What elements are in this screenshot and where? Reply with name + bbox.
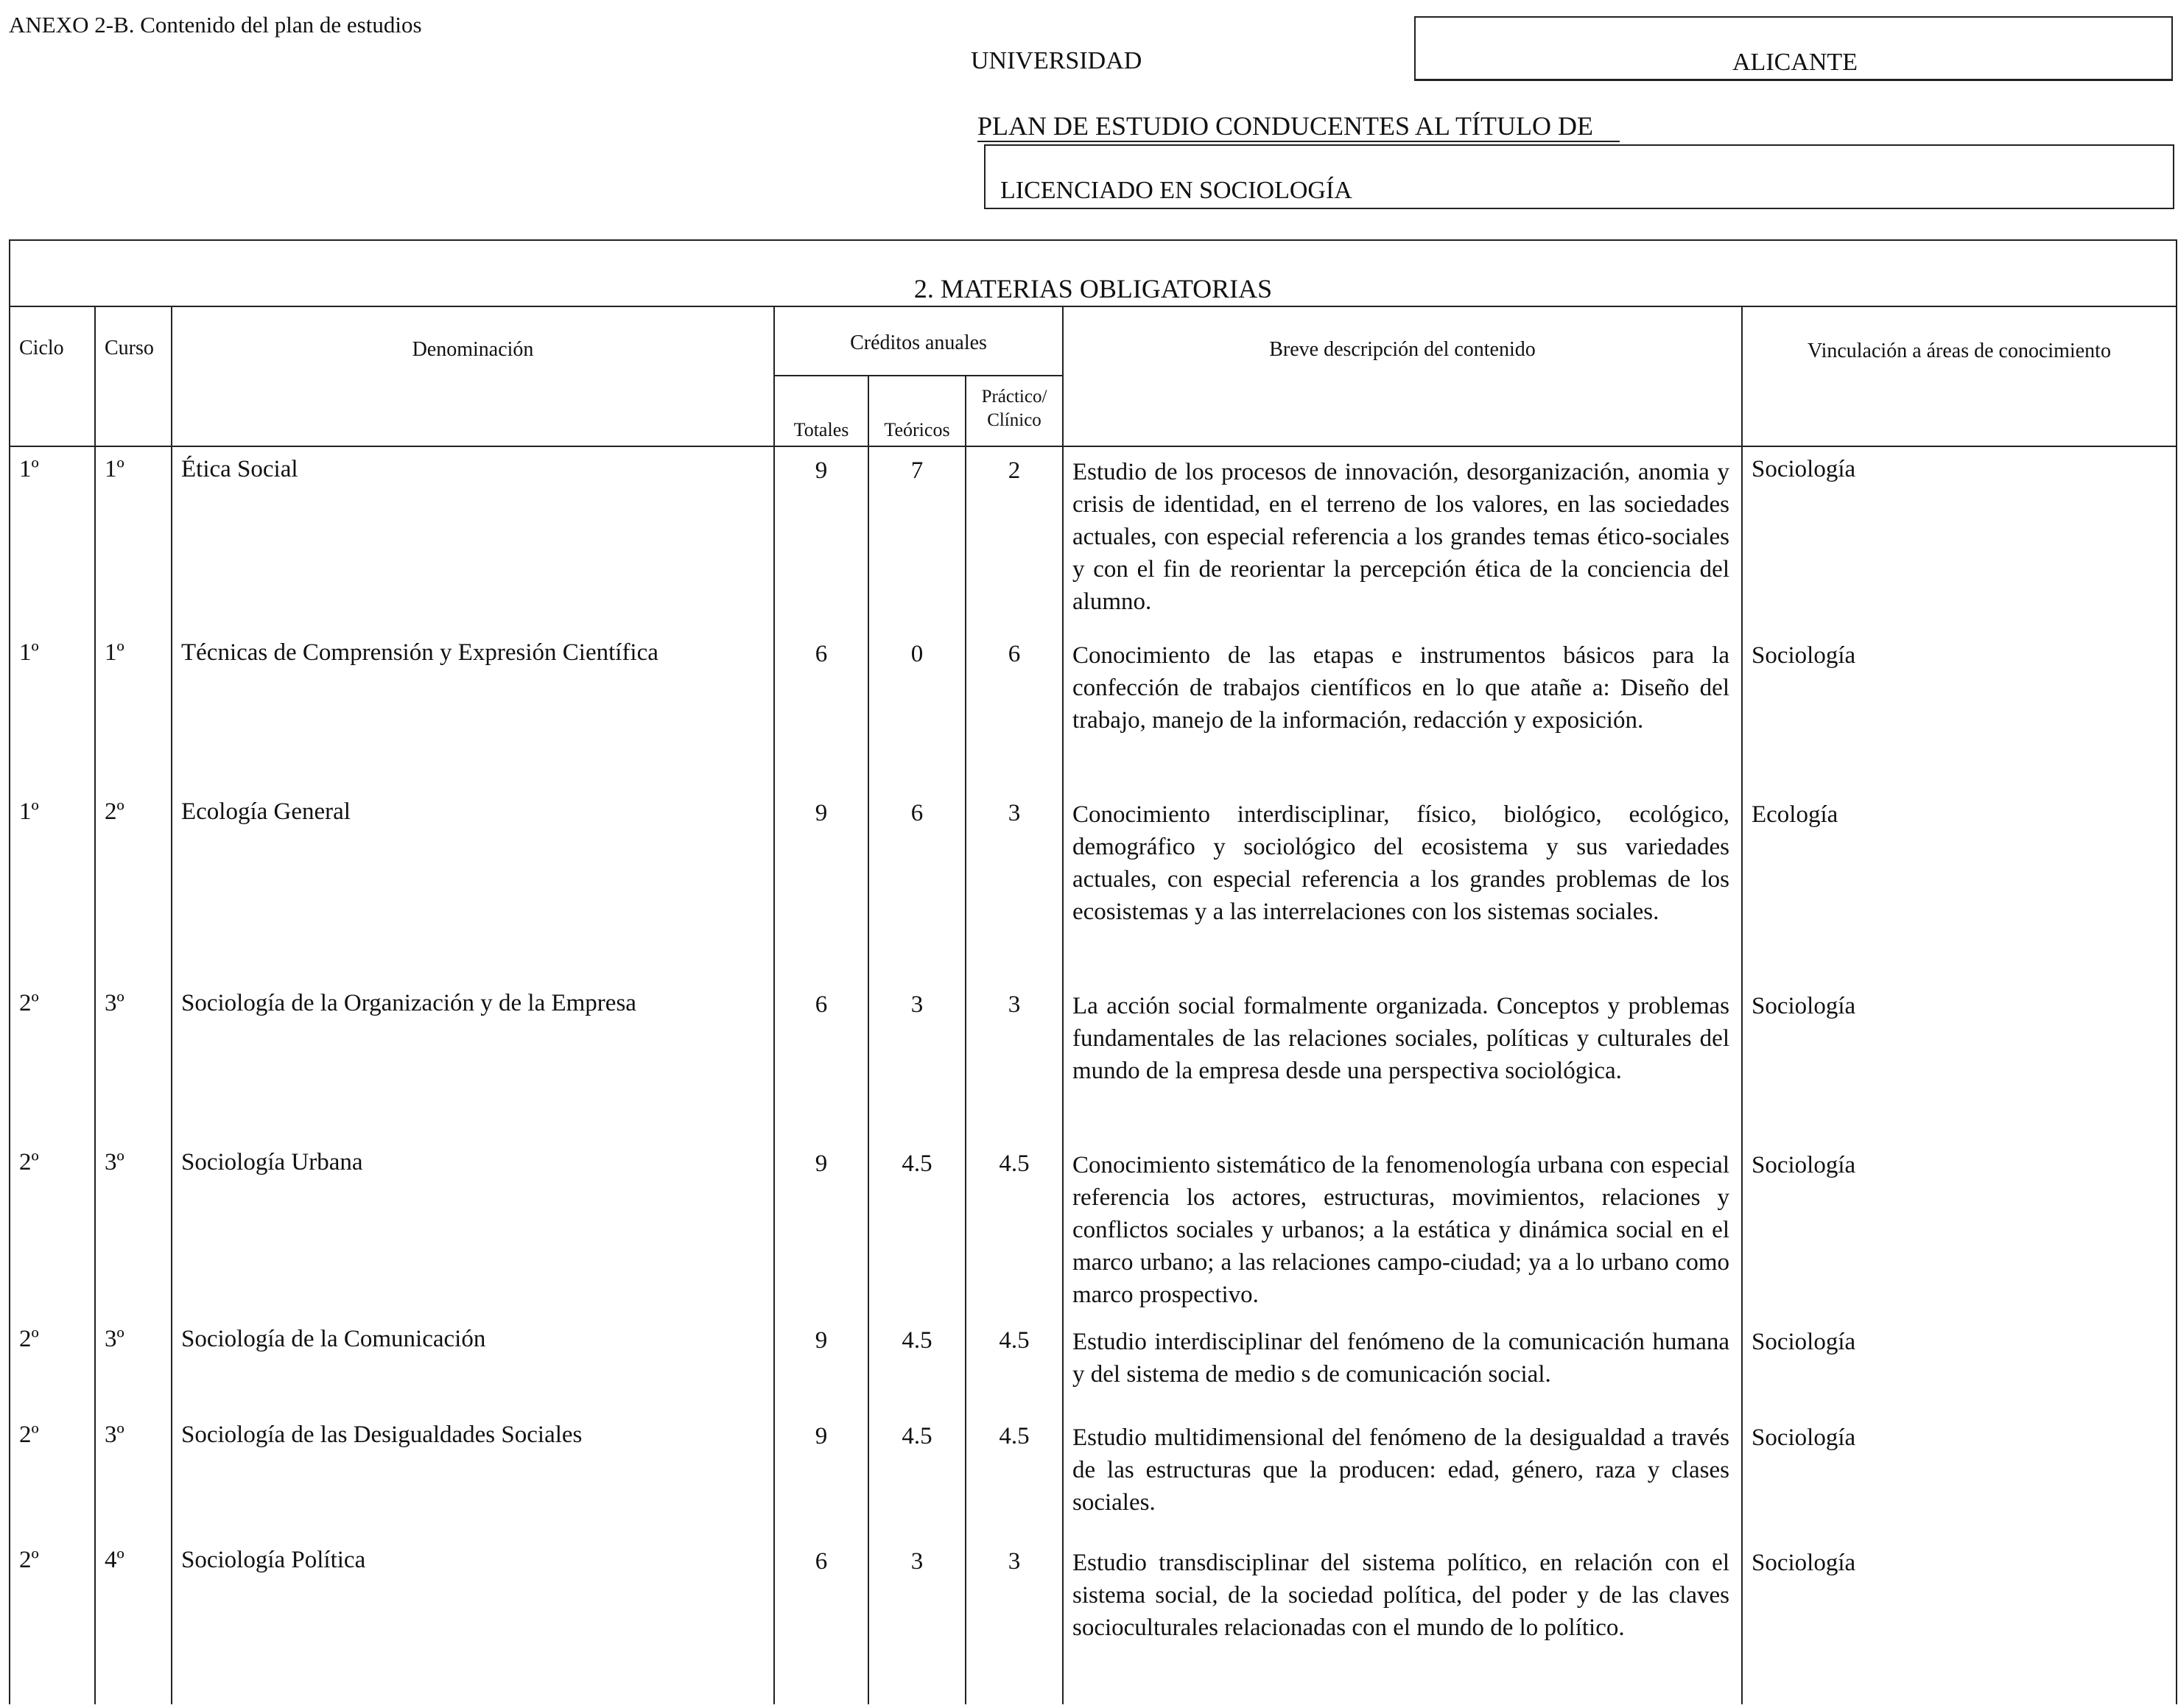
col-denominacion: Denominación xyxy=(172,306,774,446)
cell-descripcion: La acción social formalmente organizada. Conceptos y problemas fundamentales de las relaciones sociales, políticas y culturales del mundo de la empresa desde una perspectiva sociológica. xyxy=(1063,988,1742,1148)
cell-descripcion: Estudio de los procesos de innovación, desorganización, anomia y crisis de identidad, en el terreno de los valores, en las sociedades actuales, con especial referencia a los grandes temas ético-sociales y con el fin de reorientar la percepción ética de la conciencia del alumno. xyxy=(1063,446,1742,638)
cell-teoricos: 4.5 xyxy=(868,1420,966,1545)
table-row xyxy=(10,1148,2177,1324)
table-row xyxy=(10,797,2177,988)
table-row xyxy=(10,1324,2177,1420)
cell-totales: 9 xyxy=(774,797,868,988)
cell-teoricos: 7 xyxy=(868,446,966,638)
col-practico: Práctico/ Clínico xyxy=(966,376,1063,446)
col-ciclo: Ciclo xyxy=(10,306,95,446)
cell-practico: 3 xyxy=(966,797,1063,988)
col-descripcion: Breve descripción del contenido xyxy=(1063,306,1742,446)
cell-totales: 9 xyxy=(774,1324,868,1420)
cell-area: Sociología xyxy=(1742,988,2177,1148)
col-vinculacion: Vinculación a áreas de conocimiento xyxy=(1742,306,2177,446)
cell-denominacion: Sociología de la Organización y de la Empresa xyxy=(172,988,774,1148)
cell-practico: 3 xyxy=(966,988,1063,1148)
table-row xyxy=(10,638,2177,797)
cell-ciclo: 2º xyxy=(10,1420,95,1545)
cell-ciclo: 2º xyxy=(10,1148,95,1324)
col-curso: Curso xyxy=(95,306,172,446)
cell-curso: 1º xyxy=(95,446,172,638)
cell-descripcion: Estudio multidimensional del fenómeno de la desigualdad a través de las estructuras que la producen: edad, género, raza y clases sociales. xyxy=(1063,1420,1742,1545)
cell-descripcion: Conocimiento sistemático de la fenomenología urbana con especial referencia los actores, estructuras, movimientos, relaciones y conflictos sociales y urbanos; a la estática y dinámica social en el marco urbano; a las relaciones campo-ciudad; ya a lo urbano como marco prospectivo. xyxy=(1063,1148,1742,1324)
cell-curso: 2º xyxy=(95,797,172,988)
cell-ciclo: 1º xyxy=(10,638,95,797)
cell-totales: 9 xyxy=(774,446,868,638)
cell-denominacion: Ética Social xyxy=(172,446,774,638)
cell-area: Sociología xyxy=(1742,446,2177,638)
cell-area: Sociología xyxy=(1742,1545,2177,1704)
table-row xyxy=(10,446,2177,638)
cell-area: Sociología xyxy=(1742,1148,2177,1324)
cell-teoricos: 4.5 xyxy=(868,1324,966,1420)
cell-area: Sociología xyxy=(1742,1324,2177,1420)
cell-curso: 3º xyxy=(95,1148,172,1324)
cell-ciclo: 2º xyxy=(10,1545,95,1704)
cell-totales: 6 xyxy=(774,988,868,1148)
plan-label: PLAN DE ESTUDIO CONDUCENTES AL TÍTULO DE xyxy=(977,111,1593,141)
annex-title: ANEXO 2-B. Contenido del plan de estudios xyxy=(9,12,422,38)
cell-practico: 2 xyxy=(966,446,1063,638)
cell-denominacion: Sociología de la Comunicación xyxy=(172,1324,774,1420)
cell-denominacion: Sociología Política xyxy=(172,1545,774,1704)
cell-totales: 9 xyxy=(774,1148,868,1324)
cell-practico: 3 xyxy=(966,1545,1063,1704)
table-row xyxy=(10,1545,2177,1704)
cell-practico: 4.5 xyxy=(966,1420,1063,1545)
cell-descripcion: Estudio transdisciplinar del sistema político, en relación con el sistema social, de la sociedad política, del poder y de las claves socioculturales relacionadas con el mundo de lo político. xyxy=(1063,1545,1742,1704)
cell-area: Ecología xyxy=(1742,797,2177,988)
cell-descripcion: Estudio interdisciplinar del fenómeno de la comunicación humana y del sistema de medio s de comunicación social. xyxy=(1063,1324,1742,1420)
cell-denominacion: Técnicas de Comprensión y Expresión Científica xyxy=(172,638,774,797)
university-label: UNIVERSIDAD xyxy=(971,47,1142,74)
cell-totales: 6 xyxy=(774,1545,868,1704)
col-totales: Totales xyxy=(774,376,868,446)
cell-teoricos: 0 xyxy=(868,638,966,797)
cell-ciclo: 1º xyxy=(10,446,95,638)
cell-totales: 6 xyxy=(774,638,868,797)
table-row xyxy=(10,988,2177,1148)
cell-curso: 3º xyxy=(95,1324,172,1420)
cell-denominacion: Sociología Urbana xyxy=(172,1148,774,1324)
cell-curso: 4º xyxy=(95,1545,172,1704)
section-title: 2. MATERIAS OBLIGATORIAS xyxy=(10,240,2177,306)
cell-denominacion: Sociología de las Desigualdades Sociales xyxy=(172,1420,774,1545)
cell-teoricos: 3 xyxy=(868,988,966,1148)
degree-title: LICENCIADO EN SOCIOLOGÍA xyxy=(1000,177,1352,204)
cell-teoricos: 6 xyxy=(868,797,966,988)
cell-area: Sociología xyxy=(1742,638,2177,797)
subjects-table xyxy=(9,239,2177,1704)
cell-descripcion: Conocimiento interdisciplinar, físico, biológico, ecológico, demográfico y sociológico del ecosistema y sus variedades actuales, con especial referencia a los grandes problemas de los ecosistemas y a las interrelaciones con los sistemas sociales. xyxy=(1063,797,1742,988)
plan-underline xyxy=(977,141,1620,142)
cell-curso: 3º xyxy=(95,1420,172,1545)
cell-practico: 4.5 xyxy=(966,1324,1063,1420)
col-teoricos: Teóricos xyxy=(868,376,966,446)
cell-totales: 9 xyxy=(774,1420,868,1545)
col-creditos: Créditos anuales xyxy=(774,306,1063,376)
degree-title-box xyxy=(984,144,2174,209)
cell-denominacion: Ecología General xyxy=(172,797,774,988)
cell-teoricos: 4.5 xyxy=(868,1148,966,1324)
cell-ciclo: 1º xyxy=(10,797,95,988)
cell-practico: 4.5 xyxy=(966,1148,1063,1324)
cell-ciclo: 2º xyxy=(10,1324,95,1420)
cell-area: Sociología xyxy=(1742,1420,2177,1545)
cell-curso: 3º xyxy=(95,988,172,1148)
university-value: ALICANTE xyxy=(1732,49,1858,76)
university-box xyxy=(1414,16,2173,81)
cell-practico: 6 xyxy=(966,638,1063,797)
cell-teoricos: 3 xyxy=(868,1545,966,1704)
cell-ciclo: 2º xyxy=(10,988,95,1148)
cell-curso: 1º xyxy=(95,638,172,797)
cell-descripcion: Conocimiento de las etapas e instrumentos básicos para la confección de trabajos científicos en lo que atañe a: Diseño del trabajo, manejo de la información, redacción y exposición. xyxy=(1063,638,1742,797)
table-row xyxy=(10,1420,2177,1545)
